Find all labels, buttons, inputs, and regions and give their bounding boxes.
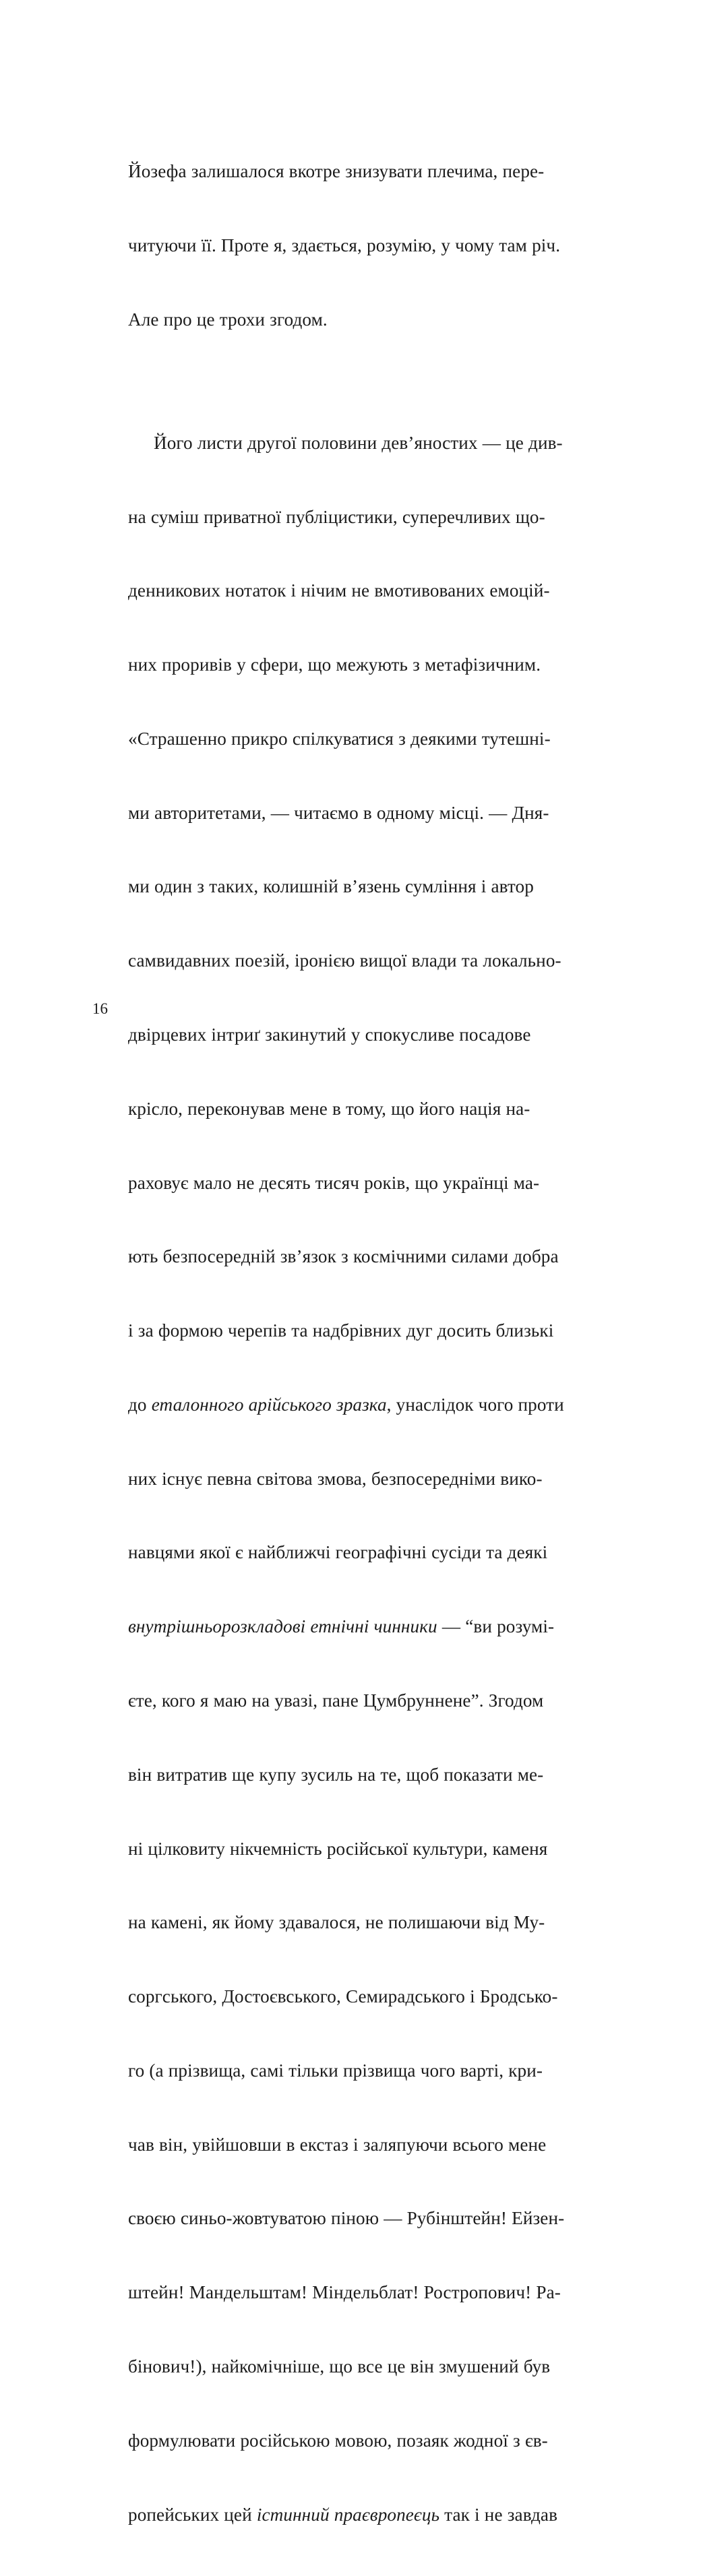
text-line-content: Його листи другої половини дев’яностих — це див-: [154, 432, 563, 453]
text-line: го (а прізвища, самі тільки прізвища чого варті, кри-: [128, 2060, 543, 2081]
text-line: читуючи її. Проте я, здається, розумію, у чому там річ.: [128, 235, 561, 255]
text-run: ропейських цей: [128, 2504, 257, 2525]
text-line: бінович!), найкомічніше, що все це він змушений був: [128, 2356, 551, 2377]
text-line: денникових нотаток і нічим не вмотивованих емоцій-: [128, 580, 550, 601]
text-line: чав він, увійшовши в екстаз і заляпуючи всього мене: [128, 2134, 547, 2155]
text-line: [128, 1392, 606, 1417]
text-run: так і не завдав: [439, 2504, 558, 2525]
text-run: до: [128, 1394, 152, 1415]
text-line: ють безпосередній зв’язок з космічними силами добра: [128, 1246, 559, 1267]
text-line: двірцевих інтриґ закинутий у спокусливе посадове: [128, 1024, 531, 1045]
text-line: ми авторитетами, — читаємо в одному місці. — Дня-: [128, 802, 549, 823]
text-line: штейн! Мандельштам! Міндельблат! Ростропович! Ра-: [128, 2282, 561, 2303]
paragraph-2: [128, 381, 606, 2576]
page-number: 16: [92, 1000, 108, 1017]
text-line: [128, 431, 606, 456]
text-line: своєю синьо-жовтуватою піною — Рубінштейн! Ейзен-: [128, 2208, 565, 2229]
text-line: [128, 2503, 606, 2527]
text-line: єте, кого я маю на увазі, пане Цумбруннене”. Згодом: [128, 1690, 544, 1711]
text-line: них проривів у сфери, що межують з метафізичним.: [128, 654, 541, 675]
text-line: самвидавних поезій, іронією вищої влади та локально-: [128, 950, 561, 971]
text-line: він витратив ще купу зусиль на те, щоб показати ме-: [128, 1764, 544, 1785]
text-line: ми один з таких, колишній в’язень сумління і автор: [128, 876, 534, 897]
text-line: соргського, Достоєвського, Семирадського і Бродсько-: [128, 1986, 558, 2007]
text-line: на суміш приватної публіцистики, суперечливих що-: [128, 506, 545, 527]
paragraph-1: [128, 110, 606, 381]
text-line: крісло, переконував мене в тому, що його нація на-: [128, 1098, 530, 1119]
text-line: формулювати російською мовою, позаяк жодної з єв-: [128, 2430, 548, 2451]
text-line: них існує певна світова змова, безпосередніми вико-: [128, 1468, 543, 1489]
text-line: на камені, як йому здавалося, не полишаючи від Му-: [128, 1912, 545, 1933]
text-run: , унаслідок чого проти: [386, 1394, 564, 1415]
text-line: Але про це трохи згодом.: [128, 309, 328, 330]
text-line: навцями якої є найближчі географічні сусіди та деякі: [128, 1542, 548, 1563]
page-text-block: [128, 110, 606, 2576]
emphasis-run: істинний праєвропеєць: [256, 2504, 440, 2525]
emphasis-run: внутрішньорозкладові етнічні чинники: [128, 1616, 437, 1637]
emphasis-run: еталонного арійського зразка: [151, 1394, 387, 1415]
text-line: «Страшенно прикро спілкуватися з деякими тутешні-: [128, 728, 551, 749]
text-run: — “ви розумі-: [437, 1616, 555, 1637]
text-line: раховує мало не десять тисяч років, що українці ма-: [128, 1172, 540, 1193]
text-line: ні цілковиту нікчемність російської культури, каменя: [128, 1838, 548, 1859]
text-line: і за формою черепів та надбрівних дуг досить близькі: [128, 1320, 554, 1341]
text-line: Йозефа залишалося вкотре знизувати плечима, пере-: [128, 161, 545, 182]
text-line: [128, 1614, 606, 1639]
